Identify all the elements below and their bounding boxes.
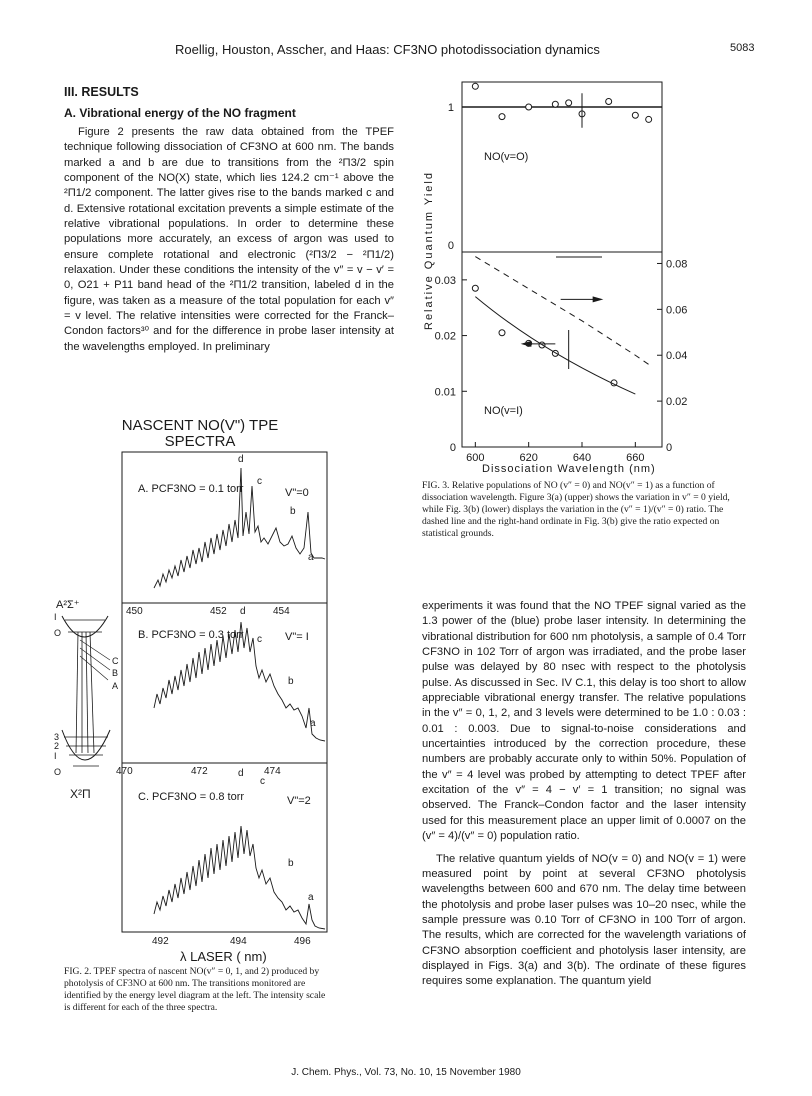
fig3-left-ytick: 0.01 [434,386,456,399]
page-number: 5083 [730,42,755,54]
peak-c-b: c [257,634,262,645]
fig3-lower-series-label: NO(v=I) [484,405,523,417]
right-paragraph-1: experiments it was found that the NO TPEF signal varied as the 1.3 power of the (blue) probe laser intensity. In determining the vibrational distribution for 600 nm photolysis, a sample of 0.4 Torr CF3NO in 102 Torr of argon was irradiated, and the probe laser pulse was delayed by 80 nsec with respect to the photolysis pulse. As discussed in Sec. IV C.1, this delay is too short to allow appreciable vibrational energy transfer. The relative populations in the v″ = 0, 1, 2, and 3 levels were determined to be 1.0 : 0.03 : 0.01 : 0.003. Due to signal-to-noise considerations and uncertainties introduced by the correction procedure, these numbers are probably accurate only to within 50%. Population of the v″ = 4 level was probed by attempting to detect TPEF after excitation of the v″ = 4 − v′ = 1 transition; no signal was observed. The Franck–Condon factor and the laser intensity used for this measurement place an upper limit of 0.0007 on the (v″ = 4)/(v″ = 0) population ratio. [422,600,746,843]
lower-well [62,730,110,760]
level-upper-label: A²Σ⁺ [56,599,80,611]
page-footer: J. Chem. Phys., Vol. 73, No. 10, 15 November 1980 [291,1067,521,1078]
fig3-upper-point [499,114,505,120]
tick-b-3: 474 [264,766,281,777]
spectrum-trace-c [154,826,325,929]
fig3-left-ytick: 0.02 [434,330,456,343]
fig3-figure [420,80,740,475]
panel-c-label: C. PCF3NO = 0.8 torr [138,791,245,803]
header-authors: Roellig, Houston, Asscher, and Haas: [175,42,390,57]
fig2-caption: FIG. 2. TPEF spectra of nascent NO(v″ = 0, 1, and 2) produced by photolysis of CF3NO at 600 nm. The transitions monitored are identified by the energy level diagram at the left. The intensity scale is different for each of the three spectra. [64,966,326,1014]
fig3-x-ticklabel: 620 [519,452,538,464]
fig2-xlabel: λ LASER ( nm) [180,949,267,964]
lower-level-0: O [54,767,62,777]
fig3-upper-point [526,104,532,110]
peak-b-b: b [288,676,294,687]
fig3-upper-point [566,100,572,106]
peak-c-a: c [257,476,262,487]
energy-level-diagram [54,599,119,801]
fig3-right-ytick: 0.04 [666,350,688,363]
peak-d-tick-b: d [238,768,244,779]
fig3-x-ticklabel: 600 [466,452,485,464]
upper-level-1: I [54,612,57,622]
lower-level-1: I [54,751,57,761]
fig3-caption: FIG. 3. Relative populations of NO (v″ = 0) and NO(v″ = 1) as a function of dissociation wavelength. Figure 3(a) (upper) shows the variation in v″ = 0 yield, while Fig. 3(b) (lower) displays the variation in the (v″ = 1)/(v″ = 0) ratio. The dashed line and the right-hand ordinate in Fig. 3(b) give the ratio expected on statistical grounds. [422,480,730,540]
peak-d-tick-a: d [240,606,246,617]
fig2-title-1: NASCENT NO(V") TPE [121,417,279,434]
peak-a-a: a [308,552,314,563]
arrow-label-b: B [112,668,119,678]
fig3-upper-point [632,112,638,118]
left-paragraph-1: Figure 2 presents the raw data obtained from the TPEF technique following dissociation of CF3NO at 600 nm. The bands marked a and b are due to transitions from the ²Π3/2 spin component of the NO(X) state, which lies 124.2 cm⁻¹ above the ²Π1/2 component. The latter gives rise to the bands marked c and d. Extensive rotational excitation prevents a simple estimate of the relative vibrational populations. In order to determine these populations more accurately, an excess of argon was used to ensure complete rotational and electronic (²Π3/2 − ²Π1/2) relaxation. Under these conditions the intensity of the v″ = v − v′ = 0, O21 + P11 band head of the ²Π1/2 transition, labeled d in the figure, was taken as a measure of the total population for each v″ = v level. The relative intensities were corrected for the Franck–Condon factors³⁰ and for the difference in probe laser intensity at the wavelengths employed. In preliminary [64,126,394,353]
fig3-x-ticklabel: 660 [626,452,645,464]
fig3-left-ytick: 0.03 [434,274,456,287]
peak-b-a: b [290,506,296,517]
fig3-ylabel: Relative Quantum Yield [423,171,435,330]
section-heading: III. RESULTS [64,85,139,99]
tick-a-2: 452 [210,606,227,617]
upper-well [62,616,108,637]
fig3-xlabel: Dissociation Wavelength (nm) [482,463,656,475]
fig3-upper-point [606,98,612,104]
peak-a-c: a [308,892,314,903]
fig3-left-ytick: 0 [449,442,456,454]
tick-b-1: 470 [116,766,133,777]
arrow-label-a: A [112,681,119,691]
upper-level-0: O [54,628,62,638]
fig2-title-2: SPECTRA [164,433,236,450]
left-paragraph [64,125,394,355]
fig3-upper-point [472,83,478,89]
tick-c-2: 494 [230,936,247,947]
fig3-right-ytick: 0.02 [666,396,688,409]
right-paragraph-2: The relative quantum yields of NO(v = 0) and NO(v = 1) were measured point by point at several CF3NO photolysis wavelengths between 600 and 670 nm. The delay time between the photolysis and probe laser pulses was 10–20 nsec, while the sample pressure was 0.10 Torr of CF3NO in 100 Torr of argon. The results, which are corrected for the wavelength variations of CF3NO absorption coefficient and photolysis laser intensity, are displayed in Figs. 3(a) and 3(b). The ordinate of these figures requires some explanation. The quantum yield [422,852,746,988]
peak-d-a: d [238,454,244,465]
panel-a-label: A. PCF3NO = 0.1 torr [138,483,244,495]
arrow-label-c: C [112,656,119,666]
fig3-measured-curve [475,297,635,395]
lower-level-2: 2 [54,741,60,751]
tick-c-1: 492 [152,936,169,947]
panel-a-v: V"=0 [285,487,309,499]
fig3-right-ytick: 0.06 [666,304,688,317]
peak-b-c: b [288,858,294,869]
fig3-right-ytick: 0 [666,442,673,454]
panel-c-v: V"=2 [287,795,311,807]
fig3-lower-point [472,285,478,291]
tick-b-2: 472 [191,766,208,777]
fig3-marks [435,83,688,464]
level-lower-label: X²Π [70,787,91,801]
fig3-upper-point [552,101,558,107]
fig3-statistical-curve [475,257,648,365]
subsection-heading: A. Vibrational energy of the NO fragment [64,106,296,120]
fig3-x-ticklabel: 640 [572,452,592,464]
fig2-frame [122,452,327,932]
tick-a-1: 450 [126,606,143,617]
panel-b-v: V"= I [285,631,309,643]
lower-level-3: 3 [54,732,60,742]
fig3-upper-point [646,116,652,122]
right-paragraphs [422,599,746,990]
fig3-upper-series-label: NO(v=O) [484,151,529,163]
fig3-arrow-right-head [593,296,604,302]
fig3-upper-ytick-0: 0 [447,240,454,252]
fig3-lower-frame [462,252,662,447]
fig3-upper-ytick-1: 1 [447,102,454,114]
peak-c-c: c [260,776,265,787]
peak-a-b: a [310,718,316,729]
tick-a-3: 454 [273,606,290,617]
tick-c-3: 496 [294,936,311,947]
fig3-lower-point [499,330,505,336]
panel-b-label: B. PCF3NO = 0.3 torr [138,629,244,641]
fig3-right-ytick: 0.08 [666,258,688,271]
header-title: CF3NO photodissociation dynamics [393,42,600,57]
fig2-figure [50,408,340,968]
